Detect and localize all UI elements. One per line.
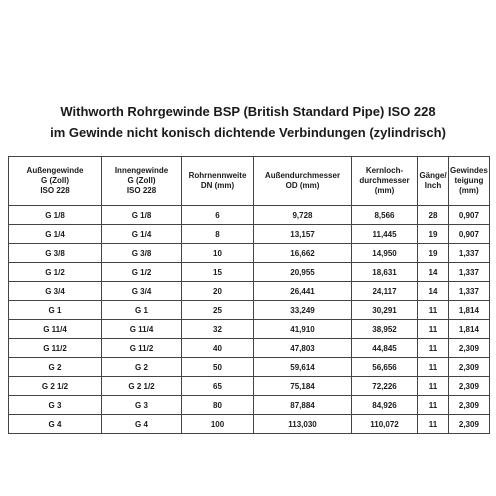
- table-cell-aussengewinde: G 11/2: [9, 339, 102, 358]
- table-cell-kernlochdurchmesser: 44,845: [352, 339, 418, 358]
- table-cell-aussengewinde: G 11/4: [9, 320, 102, 339]
- table-cell-aussendurchmesser: 75,184: [254, 377, 352, 396]
- table-body: [9, 206, 490, 434]
- table-cell-rohrnennweite: 50: [182, 358, 254, 377]
- table-cell-gewindesteigung: 0,907: [449, 225, 490, 244]
- column-header-line: DN (mm): [200, 181, 235, 190]
- table-cell-rohrnennweite: 20: [182, 282, 254, 301]
- table-row: [9, 415, 490, 434]
- table-cell-aussengewinde: G 1/4: [9, 225, 102, 244]
- table-cell-rohrnennweite: 8: [182, 225, 254, 244]
- table-cell-rohrnennweite: 80: [182, 396, 254, 415]
- table-cell-gewindesteigung: 2,309: [449, 396, 490, 415]
- table-row: [9, 377, 490, 396]
- table-cell-aussendurchmesser: 26,441: [254, 282, 352, 301]
- column-header-line: Gänge/: [419, 171, 447, 180]
- table-cell-aussengewinde: G 3: [9, 396, 102, 415]
- table-cell-kernlochdurchmesser: 24,117: [352, 282, 418, 301]
- column-header-innengewinde: [102, 157, 182, 206]
- column-header-aussendurchmesser: [254, 157, 352, 206]
- column-header-kernlochdurchmesser: [352, 157, 418, 206]
- table-cell-gaenge: 14: [418, 263, 449, 282]
- column-header-line: Innengewinde: [114, 166, 169, 175]
- table-row: [9, 320, 490, 339]
- column-header-line: Kernloch-: [365, 166, 404, 175]
- table-cell-aussendurchmesser: 33,249: [254, 301, 352, 320]
- table-cell-innengewinde: G 1/2: [102, 263, 182, 282]
- table-cell-aussendurchmesser: 47,803: [254, 339, 352, 358]
- table-cell-rohrnennweite: 32: [182, 320, 254, 339]
- table-cell-rohrnennweite: 65: [182, 377, 254, 396]
- table-row: [9, 225, 490, 244]
- table-cell-gaenge: 11: [418, 377, 449, 396]
- table-cell-kernlochdurchmesser: 84,926: [352, 396, 418, 415]
- column-header-line: G (Zoll): [127, 176, 156, 185]
- column-header-gaenge: [418, 157, 449, 206]
- table-cell-rohrnennweite: 100: [182, 415, 254, 434]
- table-cell-gewindesteigung: 2,309: [449, 358, 490, 377]
- table-cell-kernlochdurchmesser: 72,226: [352, 377, 418, 396]
- column-header-line: Außengewinde: [26, 166, 84, 175]
- table-cell-gaenge: 11: [418, 301, 449, 320]
- table-cell-gewindesteigung: 1,337: [449, 282, 490, 301]
- column-header-aussengewinde: [9, 157, 102, 206]
- table-cell-innengewinde: G 2 1/2: [102, 377, 182, 396]
- table-row: [9, 206, 490, 225]
- table-cell-innengewinde: G 11/2: [102, 339, 182, 358]
- table-cell-aussengewinde: G 2 1/2: [9, 377, 102, 396]
- column-header-line: (mm): [459, 186, 479, 195]
- table-cell-gewindesteigung: 2,309: [449, 415, 490, 434]
- table-cell-gewindesteigung: 1,337: [449, 244, 490, 263]
- column-header-line: ISO 228: [126, 186, 157, 195]
- table-cell-gewindesteigung: 2,309: [449, 377, 490, 396]
- table-cell-gewindesteigung: 0,907: [449, 206, 490, 225]
- table-cell-innengewinde: G 1/4: [102, 225, 182, 244]
- table-cell-aussengewinde: G 3/8: [9, 244, 102, 263]
- table-cell-kernlochdurchmesser: 11,445: [352, 225, 418, 244]
- header-row: [9, 157, 490, 206]
- table-cell-kernlochdurchmesser: 110,072: [352, 415, 418, 434]
- table-cell-innengewinde: G 3: [102, 396, 182, 415]
- table-row: [9, 301, 490, 320]
- column-header-line: ISO 228: [40, 186, 70, 195]
- table-cell-gaenge: 11: [418, 415, 449, 434]
- table-cell-kernlochdurchmesser: 30,291: [352, 301, 418, 320]
- table-cell-innengewinde: G 2: [102, 358, 182, 377]
- column-header-line: Inch: [424, 181, 442, 190]
- table-cell-gaenge: 11: [418, 358, 449, 377]
- table-cell-gaenge: 19: [418, 244, 449, 263]
- table-cell-innengewinde: G 1/8: [102, 206, 182, 225]
- table-cell-innengewinde: G 3/8: [102, 244, 182, 263]
- table-cell-kernlochdurchmesser: 56,656: [352, 358, 418, 377]
- table-cell-innengewinde: G 3/4: [102, 282, 182, 301]
- table-cell-gaenge: 11: [418, 396, 449, 415]
- table-cell-aussendurchmesser: 9,728: [254, 206, 352, 225]
- table-cell-aussendurchmesser: 20,955: [254, 263, 352, 282]
- table-cell-rohrnennweite: 6: [182, 206, 254, 225]
- thread-table: [8, 156, 490, 434]
- table-cell-gewindesteigung: 2,309: [449, 339, 490, 358]
- table-cell-aussengewinde: G 1/8: [9, 206, 102, 225]
- table-row: [9, 282, 490, 301]
- table-cell-gewindesteigung: 1,814: [449, 320, 490, 339]
- table-cell-aussengewinde: G 1: [9, 301, 102, 320]
- page-subtitle: im Gewinde nicht konisch dichtende Verbindungen (zylindrisch): [50, 125, 446, 140]
- table-cell-aussendurchmesser: 113,030: [254, 415, 352, 434]
- table-row: [9, 396, 490, 415]
- table-cell-aussendurchmesser: 16,662: [254, 244, 352, 263]
- table-cell-innengewinde: G 1: [102, 301, 182, 320]
- table-cell-kernlochdurchmesser: 38,952: [352, 320, 418, 339]
- table-row: [9, 339, 490, 358]
- table-cell-aussendurchmesser: 41,910: [254, 320, 352, 339]
- table-cell-rohrnennweite: 25: [182, 301, 254, 320]
- table-cell-aussendurchmesser: 59,614: [254, 358, 352, 377]
- table-cell-kernlochdurchmesser: 14,950: [352, 244, 418, 263]
- table-cell-rohrnennweite: 40: [182, 339, 254, 358]
- table-cell-innengewinde: G 4: [102, 415, 182, 434]
- table-cell-kernlochdurchmesser: 8,566: [352, 206, 418, 225]
- table-cell-aussendurchmesser: 87,884: [254, 396, 352, 415]
- table-cell-gaenge: 11: [418, 339, 449, 358]
- table-cell-aussengewinde: G 2: [9, 358, 102, 377]
- table-cell-gewindesteigung: 1,337: [449, 263, 490, 282]
- column-header-line: durchmesser: [359, 176, 410, 185]
- table-row: [9, 263, 490, 282]
- table-cell-gaenge: 11: [418, 320, 449, 339]
- table-cell-gaenge: 14: [418, 282, 449, 301]
- table-cell-gaenge: 28: [418, 206, 449, 225]
- column-header-gewindesteigung: [449, 157, 490, 206]
- column-header-line: (mm): [374, 186, 395, 195]
- table-cell-rohrnennweite: 10: [182, 244, 254, 263]
- table-cell-aussengewinde: G 3/4: [9, 282, 102, 301]
- column-header-line: teigung: [454, 176, 484, 185]
- table-row: [9, 244, 490, 263]
- table-cell-aussendurchmesser: 13,157: [254, 225, 352, 244]
- table-cell-kernlochdurchmesser: 18,631: [352, 263, 418, 282]
- table-row: [9, 358, 490, 377]
- table-cell-aussengewinde: G 1/2: [9, 263, 102, 282]
- column-header-rohrnennweite: [182, 157, 254, 206]
- column-header-line: OD (mm): [285, 181, 320, 190]
- column-header-line: Gewindes: [450, 166, 488, 175]
- column-header-line: G (Zoll): [41, 176, 69, 185]
- column-header-line: Außendurchmesser: [264, 171, 341, 180]
- column-header-line: Rohrnennweite: [188, 171, 247, 180]
- table-cell-gaenge: 19: [418, 225, 449, 244]
- table-cell-rohrnennweite: 15: [182, 263, 254, 282]
- table-cell-gewindesteigung: 1,814: [449, 301, 490, 320]
- table-cell-innengewinde: G 11/4: [102, 320, 182, 339]
- page-title: Withworth Rohrgewinde BSP (British Standard Pipe) ISO 228: [60, 104, 436, 119]
- table-cell-aussengewinde: G 4: [9, 415, 102, 434]
